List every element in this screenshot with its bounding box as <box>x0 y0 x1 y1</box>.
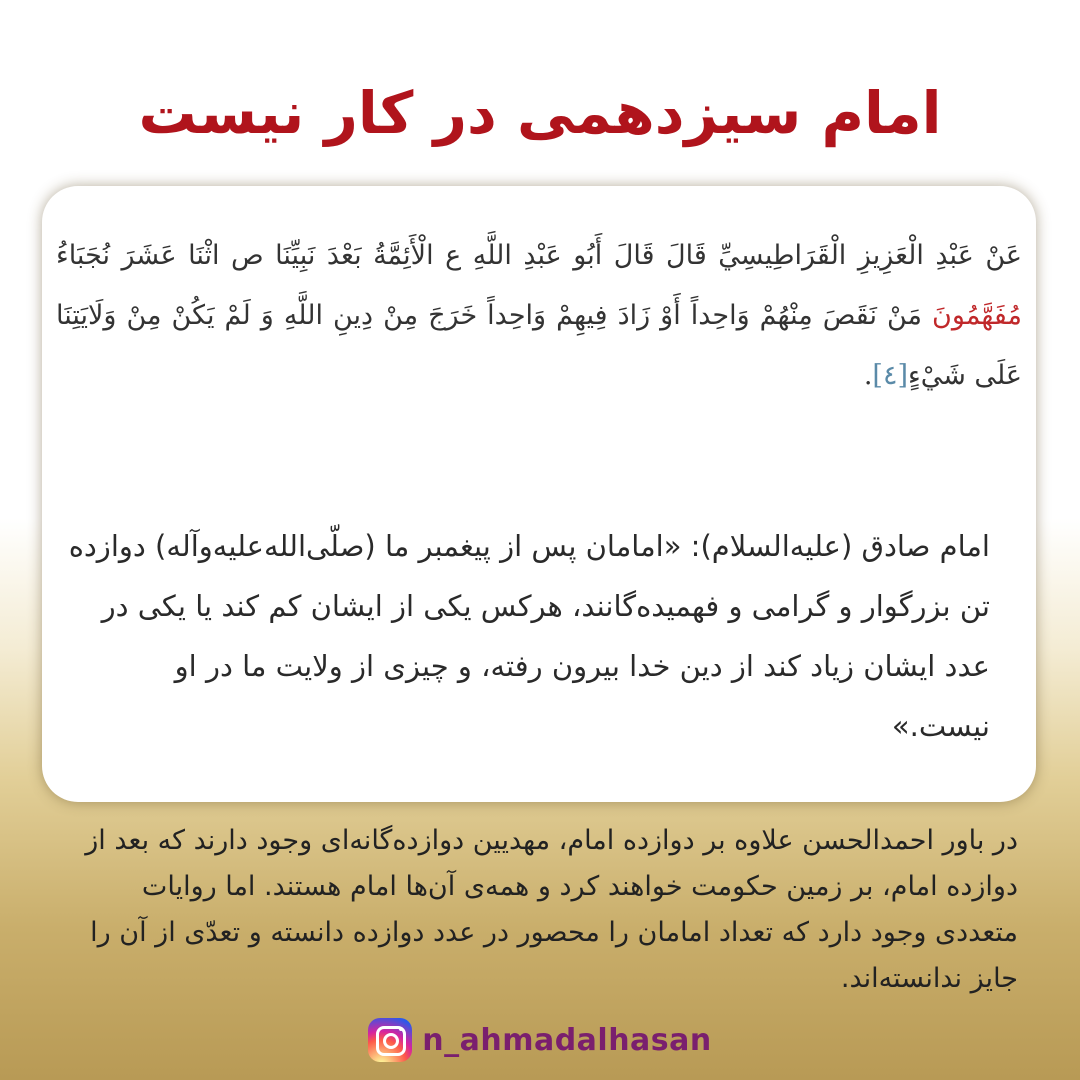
arabic-hadith-main: عَنْ عَبْدِ الْعَزِيزِ الْقَرَاطِيسِيِّ قَالَ قَالَ أَبُو عَبْدِ اللَّهِ ع الْأَئِمَّةُ بَعْدَ نَبِيِّنَا ص اثْنَا عَشَرَ نُجَبَاءُ <box>56 240 1022 271</box>
arabic-end-mark: . <box>863 360 873 391</box>
page-title: امام سیزدهمی در کار نیست <box>138 79 942 147</box>
persian-translation: امام صادق (علیه‌السلام): «امامان پس از پیغمبر ما (صلّی‌الله‌علیه‌وآله) دوازده تن بزرگوار و گرامی و فهمیده‌گانند، هرکس یکی از ایشان کم کند یا یکی در عدد ایشان زیاد کند از دین خدا بیرون رفته، و چیزی از ولایت ما در او نیست.» <box>68 529 990 743</box>
arabic-hadith <box>56 226 1022 406</box>
description-paragraph: در باور احمدالحسن علاوه بر دوازده امام، مهديين دوازده‌گانه‌ای وجود دارند که بعد از دوازده امام، بر زمین حکومت خواهند کرد و همه‌ی آن‌ها امام هستند. اما روایات متعددی وجود دارد که تعداد امامان را محصور در عدد دوازده دانسته و تعدّی از آن را جایز ندانسته‌اند. <box>85 825 1018 994</box>
instagram-icon <box>368 1018 412 1062</box>
quote-card <box>42 186 1036 802</box>
footnote-ref[interactable]: [٤] <box>872 360 909 391</box>
arabic-highlight-word: مُفَهَّمُونَ <box>932 300 1022 331</box>
instagram-handle-text: n_ahmadalhasan <box>422 1022 712 1058</box>
arabic-hadith-rest: مَنْ نَقَصَ مِنْهُمْ وَاحِداً أَوْ زَادَ فِيهِمْ وَاحِداً خَرَجَ مِنْ دِينِ اللَّهِ وَ لَمْ يَكُنْ مِنْ وَلَايَتِنَا عَلَى شَيْءٍ <box>56 300 1022 391</box>
instagram-handle[interactable] <box>0 1018 1080 1062</box>
